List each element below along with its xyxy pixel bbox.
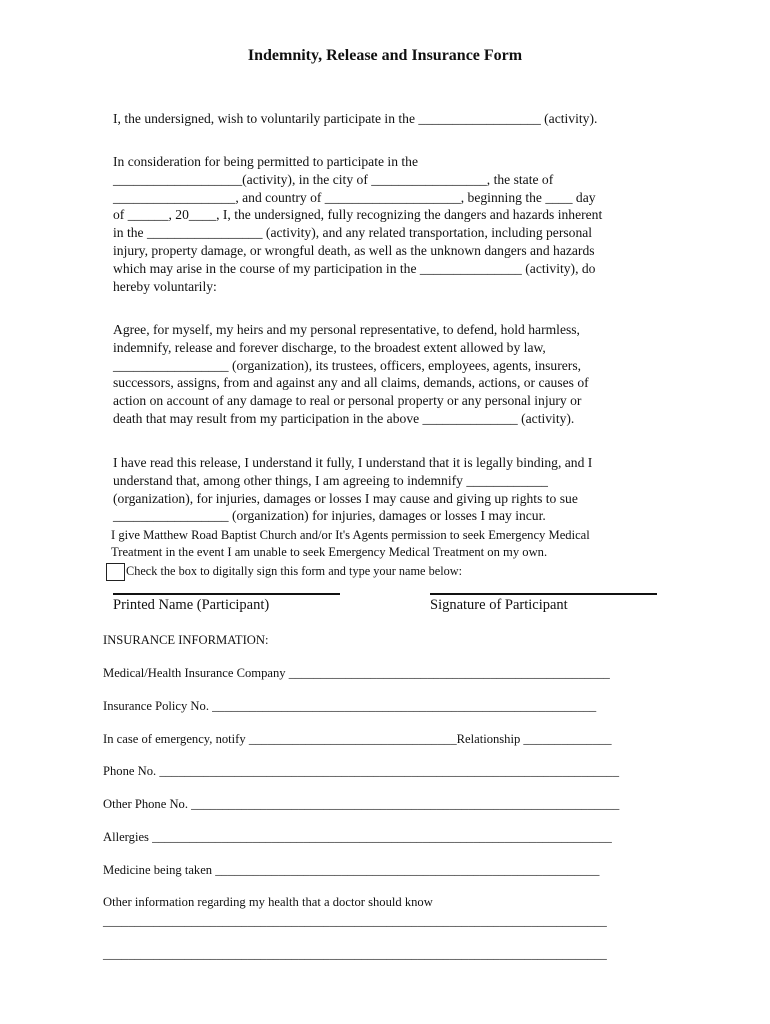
other-health-info-line-2[interactable]: ________________________________________________________________________________ [103,947,607,961]
consideration-paragraph: In consideration for being permitted to participate in the ___________________(activity), in the city of _________________, the state of __________________, and country of ____________________, beginning the ____ day of ______, 20____, I, the undersigned, fully recognizing the dangers and hazards inherent in the _________________ (activity), and any related transportation, including personal injury, property damage, or wrongful death, as well as the unknown dangers and hazards which may arise in the course of my participation in the _______________ (activity), do hereby voluntarily: [113,154,603,294]
agree-paragraph: Agree, for myself, my heirs and my personal representative, to defend, hold harmless, indemnify, release and forever discharge, to the broadest extent allowed by law, _________________ (organization), its trustees, officers, employees, agents, insurers, successors, assigns, from and against any and all claims, demands, actions, or causes of action on account of any damage to real or personal property or any personal injury or death that may result from my participation in the above ______________ (activity). [113,322,589,426]
emergency-contact-field[interactable]: In case of emergency, notify _________________________________Relationship ______________ [103,732,612,746]
signature-label: Signature of Participant [430,597,568,613]
other-health-info-label: Other information regarding my health that a doctor should know [103,895,433,909]
insurance-company-field[interactable]: Medical/Health Insurance Company ___________________________________________________ [103,666,610,680]
digital-sign-label: Check the box to digitally sign this form and type your name below: [126,564,463,578]
other-phone-field[interactable]: Other Phone No. ____________________________________________________________________ [103,797,620,811]
intro-paragraph: I, the undersigned, wish to voluntarily participate in the __________________ (activity). [113,111,598,126]
printed-name-line[interactable] [113,593,340,595]
digital-sign-checkbox[interactable] [106,563,125,581]
allergies-field[interactable]: Allergies _________________________________________________________________________ [103,830,612,844]
acknowledgement-paragraph: I have read this release, I understand it fully, I understand that it is legally binding, and I understand that, among other things, I am agreeing to indemnify ____________ (organization), for injuries, damages or losses I may cause and giving up rights to sue _________________ (organization) for injuries, damages or losses I may incur. [113,455,593,524]
signature-line[interactable] [430,593,657,595]
medicine-field[interactable]: Medicine being taken _____________________________________________________________ [103,863,600,877]
printed-name-label: Printed Name (Participant) [113,597,270,613]
form-title: Indemnity, Release and Insurance Form [247,47,523,64]
policy-number-field[interactable]: Insurance Policy No. _____________________________________________________________ [103,699,597,713]
insurance-heading: INSURANCE INFORMATION: [103,633,269,647]
phone-field[interactable]: Phone No. _________________________________________________________________________ [103,764,619,778]
medical-permission-paragraph: I give Matthew Road Baptist Church and/or It's Agents permission to seek Emergency Medical Treatment in the event I am unable to seek Emergency Medical Treatment on my own. [111,528,590,559]
other-health-info-line-1[interactable]: ________________________________________________________________________________ [103,914,607,928]
